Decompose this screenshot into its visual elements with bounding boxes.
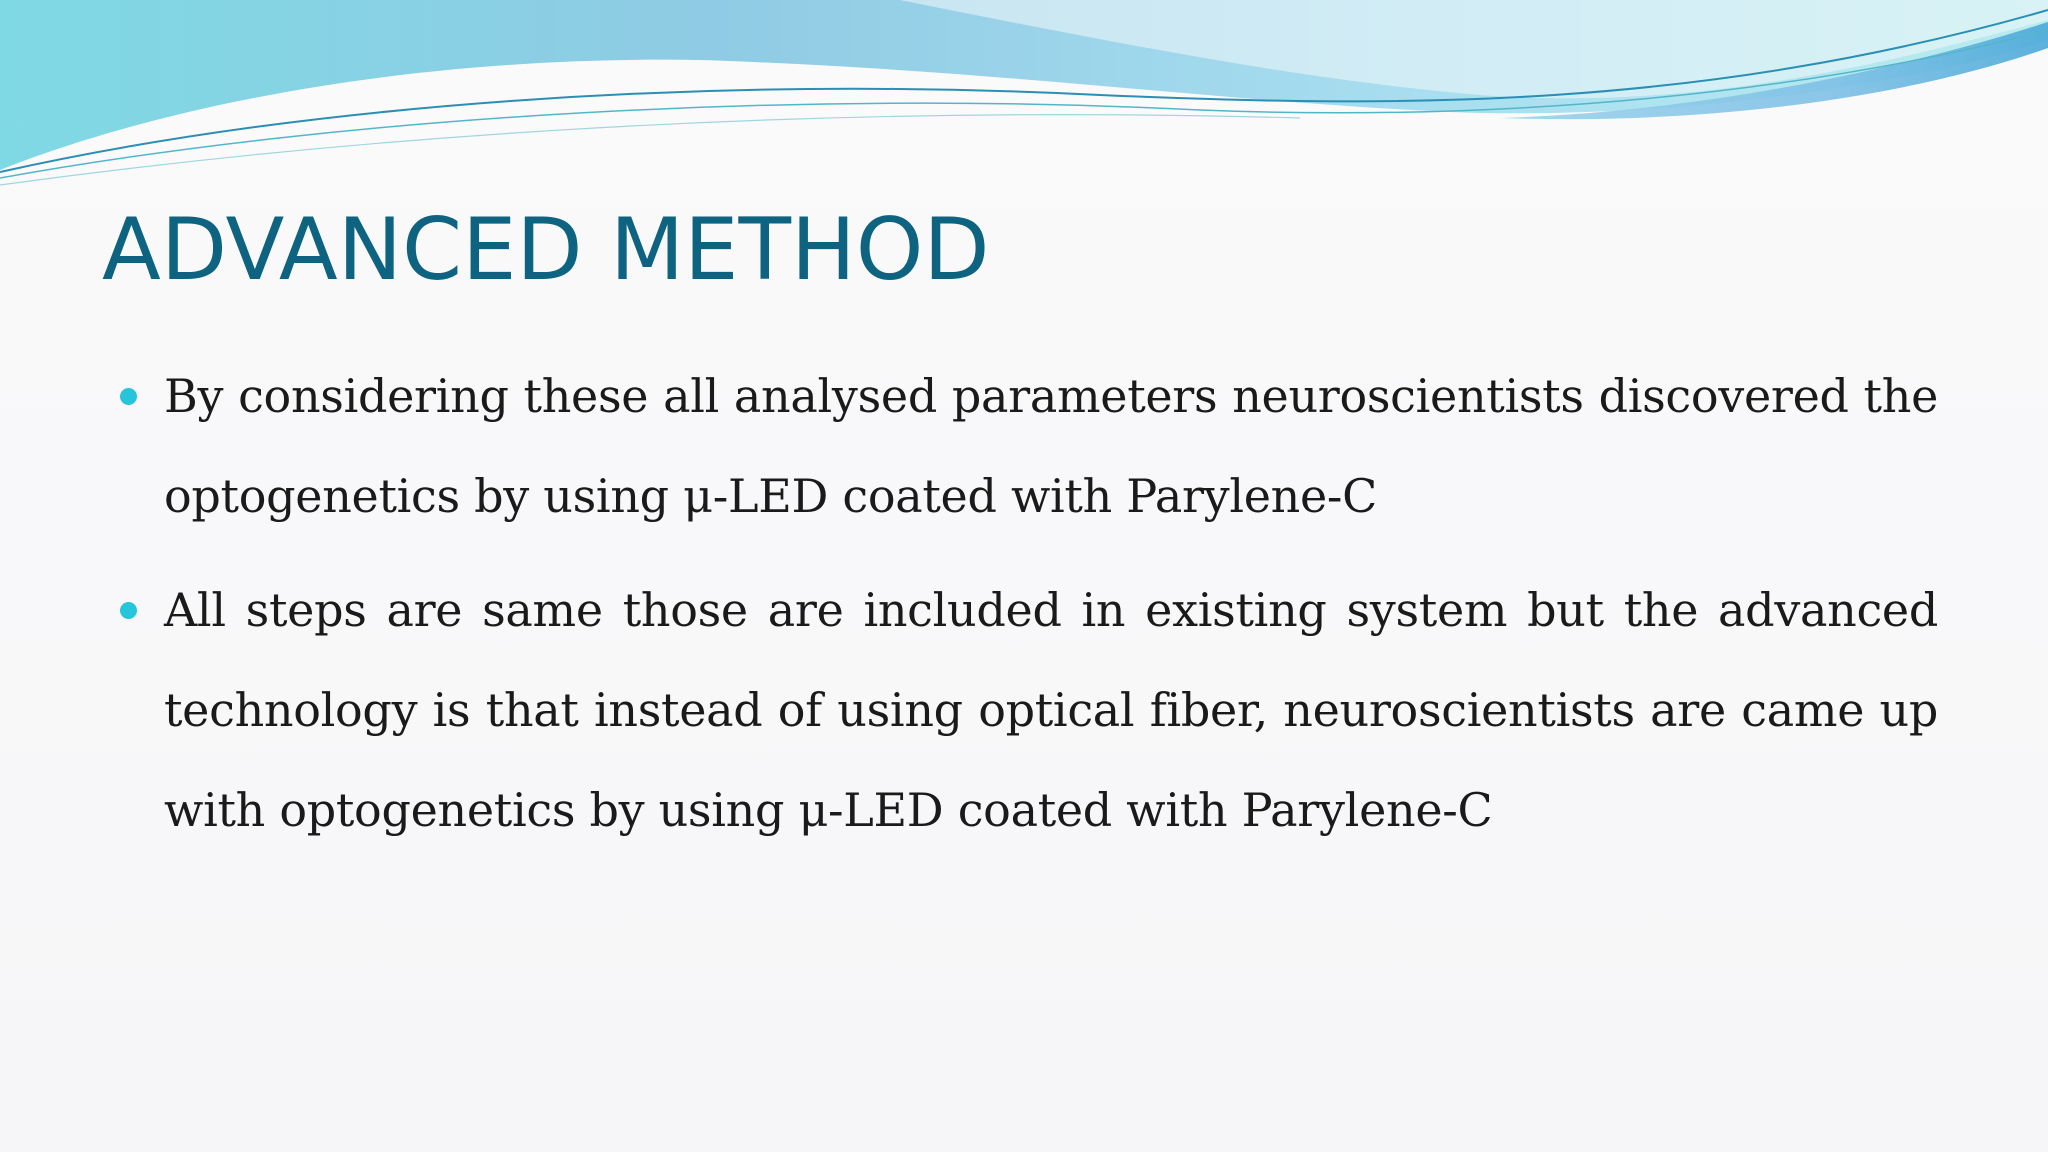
slide-title: ADVANCED METHOD xyxy=(102,200,990,300)
bullet-item xyxy=(118,346,1938,546)
header-wave-decoration xyxy=(0,0,2048,200)
bullet-list xyxy=(118,346,1938,874)
bullet-dot-icon xyxy=(120,388,137,405)
bullet-dot-icon xyxy=(120,602,137,619)
bullet-text: All steps are same those are included in existing system but the advanced technology is that instead of using optical fiber, neuroscientists are came up with optogenetics by using μ-LED coated with Parylene-C xyxy=(164,583,1938,837)
bullet-text: By considering these all analysed parameters neuroscientists discovered the optogenetics by using μ-LED coated with Parylene-C xyxy=(164,369,1938,523)
bullet-item xyxy=(118,560,1938,860)
